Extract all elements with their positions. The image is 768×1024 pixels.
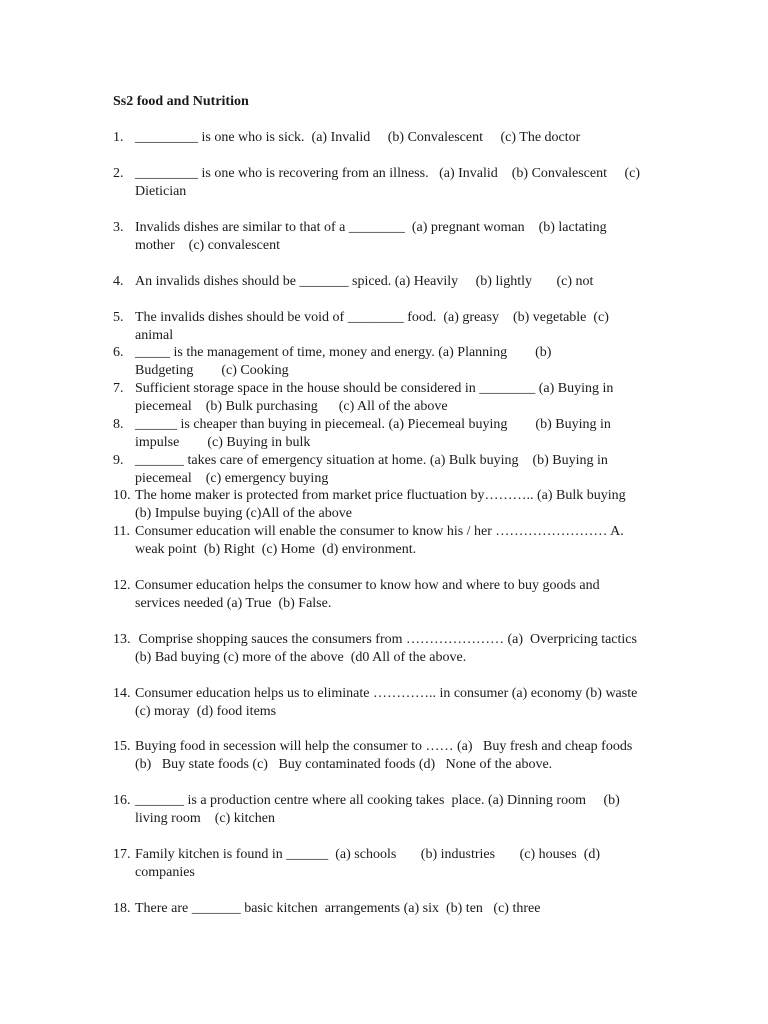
question-text: Family kitchen is found in ______ (a) schools (b) industries (c) houses (d): [135, 847, 601, 862]
question-number: 5.: [113, 310, 124, 325]
question-text-continued: companies: [135, 865, 195, 880]
question-text-continued: mother (c) convalescent: [135, 238, 280, 253]
question-number: 18.: [113, 901, 131, 916]
question-13: [113, 631, 693, 667]
question-text: _____ is the management of time, money and energy. (a) Planning (b): [135, 345, 552, 360]
question-18: [113, 900, 693, 918]
question-text-continued: (b) Bad buying (c) more of the above (d0 All of the above.: [135, 650, 467, 665]
page-title: Ss2 food and Nutrition: [113, 94, 249, 109]
question-text-continued: Dietician: [135, 184, 187, 199]
question-text: Comprise shopping sauces the consumers from ………………… (a) Overpricing tactics: [135, 632, 637, 647]
question-text: Buying food in secession will help the consumer to …… (a) Buy fresh and cheap foods: [135, 739, 633, 754]
question-number: 2.: [113, 166, 124, 181]
question-text-continued: (b) Buy state foods (c) Buy contaminated foods (d) None of the above.: [135, 757, 553, 772]
question-text-continued: piecemeal (b) Bulk purchasing (c) All of the above: [135, 399, 448, 414]
question-6: [113, 344, 693, 380]
question-3: [113, 219, 693, 255]
question-number: 8.: [113, 417, 124, 432]
question-number: 16.: [113, 793, 131, 808]
question-1: [113, 129, 693, 147]
question-text: Consumer education will enable the consumer to know his / her …………………… A.: [135, 524, 624, 539]
question-text: There are _______ basic kitchen arrangements (a) six (b) ten (c) three: [135, 901, 541, 916]
question-4: [113, 273, 693, 291]
question-number: 13.: [113, 632, 131, 647]
question-text-continued: services needed (a) True (b) False.: [135, 596, 332, 611]
question-text-continued: weak point (b) Right (c) Home (d) environment.: [135, 542, 417, 557]
question-text: Sufficient storage space in the house should be considered in ________ (a) Buying in: [135, 381, 614, 396]
question-11: [113, 523, 693, 559]
question-number: 3.: [113, 220, 124, 235]
question-number: 12.: [113, 578, 131, 593]
question-text: Consumer education helps the consumer to know how and where to buy goods and: [135, 578, 600, 593]
question-number: 9.: [113, 453, 124, 468]
question-17: [113, 846, 693, 882]
question-number: 6.: [113, 345, 124, 360]
question-5: [113, 309, 693, 345]
question-15: [113, 738, 693, 774]
question-number: 1.: [113, 130, 124, 145]
question-8: [113, 416, 693, 452]
question-number: 10.: [113, 488, 131, 503]
question-number: 4.: [113, 274, 124, 289]
question-7: [113, 380, 693, 416]
question-text-continued: animal: [135, 328, 174, 343]
question-text-continued: Budgeting (c) Cooking: [135, 363, 289, 378]
question-number: 11.: [113, 524, 130, 539]
question-text-continued: piecemeal (c) emergency buying: [135, 471, 329, 486]
question-text: The home maker is protected from market price fluctuation by……….. (a) Bulk buying: [135, 488, 626, 503]
question-text-continued: (c) moray (d) food items: [135, 704, 277, 719]
question-text-continued: living room (c) kitchen: [135, 811, 275, 826]
question-text: An invalids dishes should be _______ spiced. (a) Heavily (b) lightly (c) not: [135, 274, 594, 289]
question-9: [113, 452, 693, 488]
question-16: [113, 792, 693, 828]
question-12: [113, 577, 693, 613]
question-number: 15.: [113, 739, 131, 754]
question-text: _______ takes care of emergency situation at home. (a) Bulk buying (b) Buying in: [135, 453, 608, 468]
question-text: _______ is a production centre where all cooking takes place. (a) Dinning room (b): [135, 793, 620, 808]
question-2: [113, 165, 693, 201]
question-10: [113, 487, 693, 523]
question-text: Invalids dishes are similar to that of a ________ (a) pregnant woman (b) lactating: [135, 220, 607, 235]
question-number: 14.: [113, 686, 131, 701]
question-text-continued: impulse (c) Buying in bulk: [135, 435, 311, 450]
question-text: _________ is one who is sick. (a) Invalid (b) Convalescent (c) The doctor: [135, 130, 581, 145]
question-14: [113, 685, 693, 721]
question-text-continued: (b) Impulse buying (c)All of the above: [135, 506, 352, 521]
question-text: The invalids dishes should be void of ________ food. (a) greasy (b) vegetable (c): [135, 310, 609, 325]
question-text: ______ is cheaper than buying in piecemeal. (a) Piecemeal buying (b) Buying in: [135, 417, 611, 432]
question-number: 7.: [113, 381, 124, 396]
question-text: Consumer education helps us to eliminate ………….. in consumer (a) economy (b) waste: [135, 686, 638, 701]
question-text: _________ is one who is recovering from an illness. (a) Invalid (b) Convalescent (c): [135, 166, 641, 181]
question-number: 17.: [113, 847, 131, 862]
